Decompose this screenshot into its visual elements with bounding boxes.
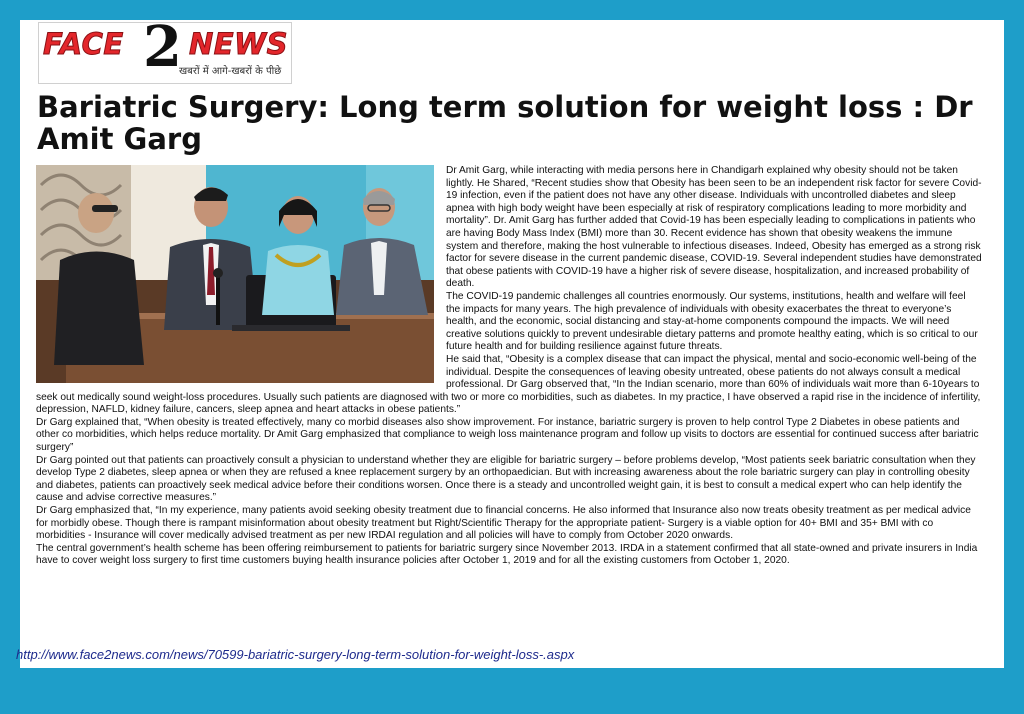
- article-paragraph: Dr Garg emphasized that, “In my experience, many patients avoid seeking obesity treatment due to financial concerns. He also informed that Insurance also now treats obesity treatment as per medical advice for morbidly obese. Though there is rampant misinformation about obesity treatment but Right/Scientific Therapy for the appropriate patient- Surgery is a viable option for 40+ BMI and 35+ BMI with co morbidities - Insurance will cover medically advised treatment as per new IRDAI regulation and all policies will have to comply from October 2020 onwards.: [36, 505, 971, 542]
- article-paragraph: The COVID-19 pandemic challenges all countries enormously. Our systems, institutions, health and welfare will feel the impacts for many years. The high prevalence of individuals with obesity exacerbates the threat to everyone’s health, and the economic, social distancing and stay-at-home components compound the impacts. We will need creative solutions quickly to prevent undesirable dietary patterns and promote healthy eating, which is so critical to our future health and for building resilience against future threats.: [446, 290, 978, 353]
- article-paragraph: Dr Garg explained that, “When obesity is treated effectively, many co morbid diseases also show improvement. For instance, bariatric surgery is proven to help control Type 2 Diabetes in obese patients and other co morbidities, which helps reduce mortality. Dr Amit Garg emphasized that compliance to weigh loss maintenance program and follow up visits to doctors are essential for continued success after bariatric surgery”: [36, 416, 979, 454]
- article-body: [20, 165, 1004, 568]
- article-headline: Bariatric Surgery: Long term solution for weight loss : Dr Amit Garg: [37, 90, 973, 156]
- photo-spacer: [20, 165, 446, 387]
- face2news-logo: [38, 14, 292, 84]
- article-paragraph: He said that, “Obesity is a complex disease that can impact the physical, mental and socio-economic well-being of the individual. Despite the consequences of leaving obesity untreated, obese patients do not always consult a medical professional. Dr Garg observed that, “In the Indian scenario, more than 60% of individuals wait more than 6-10years to seek out medically sound weight-loss procedures. Usually such patients are diagnosed with two or more co morbidities, such as diabetes. In my practice, I have observed a rapid rise in the incidence of infertility, depression, NAFLD, kidney failure, cancers, sleep apnea and heart attacks in obese patients.”: [36, 353, 981, 416]
- logo-face-text: FACE: [43, 27, 124, 61]
- article-paragraph: The central government’s health scheme has been offering reimbursement to patients for bariatric surgery since November 2013. IRDA in a statement confirmed that all state-owned and private insurers in India have to cover weight loss surgery to first time customers buying health insurance policies after October 1, 2019 and for all the existing customers from October 1, 2020.: [36, 542, 978, 567]
- logo-tagline: खबरों में आगे-खबरों के पीछे: [179, 66, 282, 77]
- logo-two-text: 2: [143, 14, 182, 80]
- article-paragraph: Dr Garg pointed out that patients can proactively consult a physician to understand whether they are eligible for bariatric surgery – before problems develop, “Most patients seek bariatric consultation when they develop Type 2 diabetes, sleep apnea or when they are refused a knee replacement surgery by an orthopaedician. But with increasing awareness about the role bariatric surgery can play in controlling obesity and diabetes, patients can proactively seek medical advice before their conditions worsen. Once there is a steady and uncontrolled weight gain, it is best to consult a medical expert who can help identify the cause and advise corrective measures.”: [36, 454, 976, 504]
- logo-news-text: NEWS: [189, 27, 288, 61]
- source-url-link[interactable]: http://www.face2news.com/news/70599-bariatric-surgery-long-term-solution-for-weight-loss-.aspx: [16, 647, 575, 662]
- article-paragraph: Dr Amit Garg, while interacting with media persons here in Chandigarh explained why obesity should not be taken lightly. He Shared, “Recent studies show that Obesity has been seen to be an independent risk factor for severe Covid-19 infection, even if the patient does not have any other disease. Individuals with uncontrolled diabetes and sleep apnea with high body weight have been especially at risk of respiratory complications leading to more morbidity and mortality”. Dr. Amit Garg has further added that Covid-19 has been especially leading to complications in patients who are having Body Mass Index (BMI) more than 30. Recent evidence has shown that obesity weakens the immune system and therefore, making the host vulnerable to infectious diseases. Indeed, Obesity has emerged as a strong risk factor for severe disease in the current pandemic disease, COVID-19. Several independent studies have demonstrated that obese patients with COVID-19 have a higher risk of severe disease, hospitalization, and increased probability of death.: [446, 165, 982, 290]
- news-clipping: [20, 14, 1004, 668]
